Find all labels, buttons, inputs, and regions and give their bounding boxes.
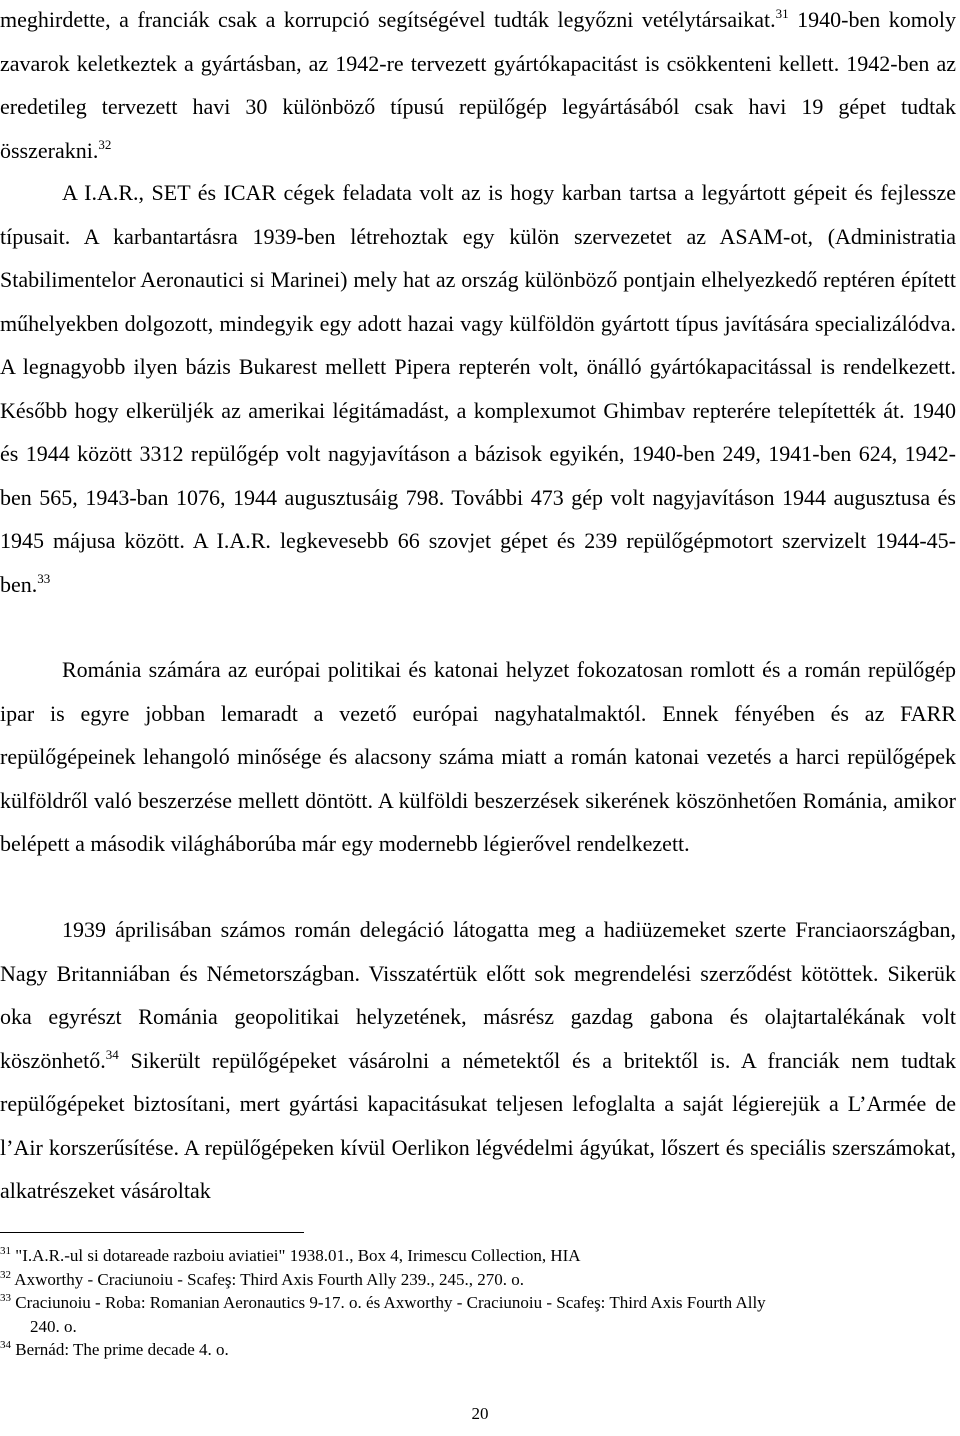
footnote-number: 34 (0, 1339, 11, 1351)
footnote-text: "I.A.R.-ul si dotareade razboiu aviatiei" 1938.01., Box 4, Irimescu Collection, HIA (11, 1246, 581, 1265)
paragraph-2 (0, 171, 956, 606)
paragraph-3 (0, 648, 956, 866)
footnote-text: Bernád: The prime decade 4. o. (11, 1340, 229, 1359)
paragraph-text: meghirdette, a franciák csak a korrupció segítségével tudták legyőzni vetélytársaikat. (0, 7, 776, 32)
footnote-ref-33[interactable]: 33 (37, 570, 51, 586)
page-number: 20 (471, 1404, 489, 1423)
footnote-33 (0, 1291, 956, 1315)
paragraph-1 (0, 0, 956, 172)
footnote-ref-32[interactable]: 32 (98, 136, 112, 152)
footnotes (0, 1244, 956, 1362)
paragraph-4 (0, 908, 956, 1213)
paragraph-text: Románia számára az európai politikai és katonai helyzet fokozatosan romlott és a román repülőgép ipar is egyre jobban lemaradt a vezető európai nagyhatalmaktól. Ennek fényében és az FARR repülőgépeinek lehangoló minősége és alacsony száma miatt a román katonai vezetés a harci repülőgépek külföldről való beszerzése mellett döntött. A külföldi beszerzések sikerének köszönhetően Románia, amikor belépett a második világháborúba már egy modernebb légierővel rendelkezett. (0, 657, 956, 856)
footnote-number: 33 (0, 1292, 11, 1304)
footnote-text: Craciunoiu - Roba: Romanian Aeronautics 9-17. o. és Axworthy - Craciunoiu - Scafeş: Third Axis Fourth Ally (11, 1293, 766, 1312)
paragraph-text: Sikerült repülőgépeket vásárolni a németektől és a britektől is. A franciák nem tudtak repülőgépeket biztosítani, mert gyártási kapacitásukat teljesen lefoglalta a saját légierejük a L’Armée de l’Air korszerűsítése. A repülőgépeken kívül Oerlikon légvédelmi ágyúkat, lőszert és speciális szerszámokat, alkatrészeket vásároltak (0, 1047, 956, 1203)
footnote-33-continuation: 240. o. (30, 1316, 77, 1336)
footnote-ref-34[interactable]: 34 (105, 1046, 119, 1062)
footnote-31 (0, 1244, 956, 1268)
paragraph-text: 1939 áprilisában számos román delegáció látogatta meg a hadiüzemeket szerte Franciaországban, Nagy Britanniában és Németországban. Visszatértük előtt sok megrendelési szerződést kötöttek. Sikerük oka egyrészt Románia geopolitikai helyzetének, másrész gazdag gabona és olajtartalékának volt köszönhető. (0, 917, 956, 1073)
footnote-number: 32 (0, 1268, 11, 1281)
paragraph-text: 1940-ben komoly zavarok keletkeztek a gyártásban, az 1942-re tervezett gyártókapacitást is csökkenteni kellett. 1942-ben az eredetileg tervezett havi 30 különböző típusú repülőgép legyártásából csak havi 19 gépet tudtak összerakni. (0, 7, 956, 163)
footnote-number: 31 (0, 1245, 11, 1257)
footnote-separator (0, 1232, 304, 1233)
footnote-ref-31[interactable]: 31 (775, 6, 789, 21)
footnote-text: Axworthy - Craciunoiu - Scafeş: Third Axis Fourth Ally 239., 245., 270. o. (11, 1269, 524, 1289)
paragraph-text: A I.A.R., SET és ICAR cégek feladata volt az is hogy karban tartsa a legyártott gépeit és fejlessze típusait. A karbantartásra 1939-ben létrehoztak egy külön szervezetet az ASAM-ot, (Administratia Stabilimentelor Aeronautici si Marinei) mely hat az ország különböző pontjain elhelyezkedő reptéren épített műhelyekben dolgozott, mindegyik egy adott hazai vagy külföldön gyártott típus javítására specializálódva. A legnagyobb ilyen bázis Bukarest mellett Pipera repterén volt, önálló gyártókapacitással is rendelkezett. Később hogy elkerüljék az amerikai légitámadást, a komplexumot Ghimbav repterére telepítették át. 1940 és 1944 között 3312 repülőgép volt nagyjavításon a bázisok egyikén, 1940-ben 249, 1941-ben 624, 1942-ben 565, 1943-ban 1076, 1944 augusztusáig 798. További 473 gép volt nagyjavításon 1944 augusztusa és 1945 májusa között. A I.A.R. legkevesebb 66 szovjet gépet és 239 repülőgépmotort szervizelt 1944-45-ben. (0, 180, 956, 597)
footnote-32 (0, 1268, 956, 1292)
footnote-34 (0, 1338, 956, 1362)
